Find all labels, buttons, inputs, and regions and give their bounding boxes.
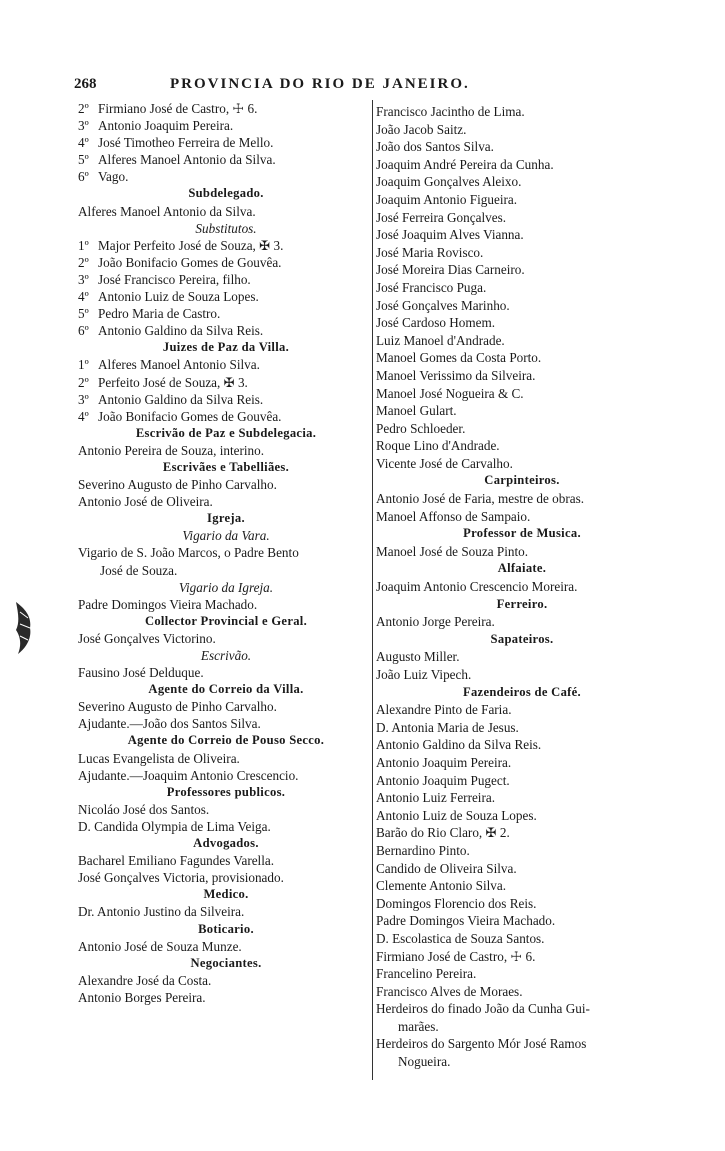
list-item-text: João Bonifacio Gomes de Gouvêa.: [98, 408, 282, 424]
list-ordinal: 4º: [78, 408, 89, 424]
list-item: Barão do Rio Claro, ✠ 2.: [376, 825, 510, 841]
list-item: Clemente Antonio Silva.: [376, 878, 507, 894]
section-heading: Collector Provincial e Geral.: [144, 613, 308, 628]
section-heading: Escrivão de Paz e Subdelegacia.: [135, 425, 317, 440]
section-heading: Professor de Musica.: [463, 526, 581, 541]
margin-ornament-icon: [10, 598, 36, 658]
running-title: PROVINCIA DO RIO DE JANEIRO.: [170, 76, 470, 92]
list-item: Joaquim Gonçalves Aleixo.: [376, 174, 522, 190]
list-item: Antonio Jorge Pereira.: [376, 614, 495, 630]
numbered-list-item: [78, 254, 374, 271]
list-item: Francisco Alves de Moraes.: [376, 983, 523, 999]
list-item: Manoel Verissimo da Silveira.: [376, 367, 536, 383]
numbered-list-item: [78, 134, 374, 151]
list-item: Herdeiros do finado João da Cunha Gui-: [376, 1001, 590, 1017]
advogados-list: [78, 852, 374, 886]
list-item: José Gonçalves Marinho.: [376, 297, 510, 313]
section-heading: Ferreiro.: [496, 596, 548, 611]
section-heading: Medico.: [203, 887, 249, 902]
list-item: João Luiz Vipech.: [376, 667, 472, 682]
numbered-list-item: [78, 391, 374, 408]
section-heading: Alfaiate.: [497, 561, 547, 576]
list-item: José Joaquim Alves Vianna.: [376, 227, 524, 243]
list-item: Antonio José de Oliveira.: [78, 494, 213, 510]
fazendeiros-list: [376, 701, 668, 1000]
numbered-list-item: [78, 237, 374, 254]
negociantes-continued-list: [376, 103, 668, 472]
list-item: Joaquim André Pereira da Cunha.: [376, 156, 554, 172]
list-item-text: Pedro Maria de Castro.: [98, 306, 221, 322]
list-ordinal: 5º: [78, 306, 89, 322]
list-ordinal: 3º: [78, 118, 89, 134]
list-item: Joaquim Antonio Figueira.: [376, 191, 518, 207]
list-item: Bernardino Pinto.: [376, 842, 470, 858]
section-heading: Subdelegado.: [188, 186, 264, 201]
list-item: Antonio Joaquim Pereira.: [376, 754, 512, 770]
list-item: Manoel Affonso de Sampaio.: [376, 508, 531, 524]
list-item-text: Vago.: [98, 169, 129, 185]
list-item: Antonio Galdino da Silva Reis.: [376, 737, 542, 753]
list-item: Manoel Gomes da Costa Porto.: [376, 350, 542, 366]
juizes-list: [78, 356, 374, 424]
negociantes-list: [78, 972, 374, 1006]
list-item: Fausino José Delduque.: [78, 665, 204, 681]
list-item: Antonio Borges Pereira.: [78, 989, 206, 1005]
page-number: 268: [74, 76, 97, 92]
list-item: Antonio Luiz Ferreira.: [376, 790, 496, 806]
right-column: [376, 103, 668, 1071]
list-item: Antonio Pereira de Souza, interino.: [78, 442, 265, 458]
agente-villa-list: [78, 698, 374, 732]
section-heading: Igreja.: [207, 511, 245, 526]
list-ordinal: 2º: [78, 374, 89, 390]
list-item: Ajudante.—Joaquim Antonio Crescencio.: [78, 767, 299, 783]
list-item: José Gonçalves Victoria, provisionado.: [78, 870, 284, 886]
list-item-text: José Francisco Pereira, filho.: [98, 271, 251, 287]
list-item: João dos Santos Silva.: [376, 139, 494, 155]
list-item: Padre Domingos Vieira Machado.: [78, 596, 258, 612]
list-item: Francelino Pereira.: [376, 966, 477, 982]
numbered-list-item: [78, 151, 374, 168]
list-item: Padre Domingos Vieira Machado.: [376, 913, 556, 929]
list-item: Antonio José de Souza Munze.: [78, 938, 242, 954]
list-item: Alexandre José da Costa.: [78, 972, 212, 988]
list-item: Lucas Evangelista de Oliveira.: [78, 750, 240, 766]
list-item: D. Escolastica de Souza Santos.: [376, 930, 545, 946]
list-item: Joaquim Antonio Crescencio Moreira.: [376, 579, 578, 595]
list-item-continuation: José de Souza.: [100, 562, 178, 578]
list-item: José Cardoso Homem.: [376, 315, 496, 331]
numbered-list-item: [78, 100, 374, 117]
numbered-list-item: [78, 117, 374, 134]
list-item: Francisco Jacintho de Lima.: [376, 104, 525, 119]
agente-pouso-list: [78, 750, 374, 784]
officer-list: [78, 100, 374, 185]
escrivaes-list: [78, 476, 374, 510]
numbered-list-item: [78, 322, 374, 339]
list-item: Roque Lino d'Andrade.: [376, 438, 500, 454]
list-item: Candido de Oliveira Silva.: [376, 860, 517, 876]
list-item: Vigario de S. João Marcos, o Padre Bento: [78, 545, 299, 561]
list-item: Luiz Manoel d'Andrade.: [376, 332, 505, 348]
section-heading: Agente do Correio de Pouso Secco.: [127, 733, 325, 748]
list-item: Antonio Joaquim Pugect.: [376, 772, 510, 788]
numbered-list-item: [78, 168, 374, 185]
list-item: Nicoláo José dos Santos.: [78, 801, 210, 817]
list-item: José Ferreira Gonçalves.: [376, 209, 506, 225]
professores-list: [78, 801, 374, 835]
list-item: Manoel José Nogueira & C.: [376, 385, 524, 401]
list-item-text: Antonio Galdino da Silva Reis.: [98, 323, 264, 339]
section-heading: Escrivães e Tabelliães.: [162, 459, 290, 474]
subsection-heading: Vigario da Igreja.: [178, 579, 274, 595]
list-item: Bacharel Emiliano Fagundes Varella.: [78, 853, 275, 869]
list-item: Augusto Miller.: [376, 649, 460, 665]
list-item: José Francisco Puga.: [376, 279, 487, 295]
carpinteiros-list: [376, 490, 668, 525]
list-ordinal: 4º: [78, 135, 89, 151]
list-ordinal: 6º: [78, 169, 89, 185]
section-heading: Boticario.: [198, 921, 254, 936]
list-item-text: Alferes Manoel Antonio Silva.: [98, 357, 260, 373]
subsection-heading: Vigario da Vara.: [182, 528, 270, 544]
list-ordinal: 1º: [78, 357, 89, 373]
left-column: [78, 100, 374, 1006]
sapateiros-list: [376, 648, 668, 683]
list-item-continuation: Nogueira.: [398, 1054, 451, 1070]
section-heading: Sapateiros.: [490, 631, 554, 646]
substitutos-list: [78, 237, 374, 340]
list-item: Herdeiros do Sargento Mór José Ramos: [376, 1036, 587, 1052]
list-item: José Moreira Dias Carneiro.: [376, 262, 525, 278]
section-heading: Professores publicos.: [166, 784, 286, 799]
list-item-text: João Bonifacio Gomes de Gouvêa.: [98, 254, 282, 270]
list-ordinal: 5º: [78, 152, 89, 168]
list-item: Manoel Gulart.: [376, 403, 457, 419]
subsection-heading: Substitutos.: [195, 220, 257, 236]
section-heading: Advogados.: [193, 836, 259, 851]
list-item-text: Major Perfeito José de Souza, ✠ 3.: [98, 237, 284, 253]
list-item-text: Antonio Joaquim Pereira.: [98, 118, 234, 134]
list-item: Pedro Schloeder.: [376, 420, 466, 436]
list-item: Severino Augusto de Pinho Carvalho.: [78, 477, 277, 493]
list-item-text: Antonio Galdino da Silva Reis.: [98, 391, 264, 407]
list-item-text: José Timotheo Ferreira de Mello.: [98, 135, 274, 151]
list-ordinal: 3º: [78, 391, 89, 407]
list-ordinal: 2º: [78, 101, 89, 116]
list-item: Vicente José de Carvalho.: [376, 455, 513, 471]
section-heading: Fazendeiros de Café.: [462, 684, 582, 699]
page-header: [74, 76, 574, 100]
list-item: Alferes Manoel Antonio da Silva.: [78, 203, 256, 219]
numbered-list-item: [78, 408, 374, 425]
list-item-text: Alferes Manoel Antonio da Silva.: [98, 152, 276, 168]
list-item: Alexandre Pinto de Faria.: [376, 702, 512, 718]
section-heading: Negociantes.: [190, 955, 262, 970]
list-item: D. Candida Olympia de Lima Veiga.: [78, 818, 271, 834]
numbered-list-item: [78, 288, 374, 305]
list-item: João Jacob Saitz.: [376, 121, 467, 137]
list-item: Manoel José de Souza Pinto.: [376, 543, 529, 559]
list-ordinal: 6º: [78, 323, 89, 339]
list-item-continuation: marães.: [398, 1018, 439, 1034]
list-item: Antonio Luiz de Souza Lopes.: [376, 807, 537, 823]
numbered-list-item: [78, 374, 374, 391]
section-heading: Agente do Correio da Villa.: [148, 682, 304, 697]
subsection-heading: Escrivão.: [200, 648, 252, 663]
list-ordinal: 3º: [78, 271, 89, 287]
list-item: José Gonçalves Victorino.: [78, 630, 216, 646]
list-item-text: Firmiano José de Castro, ☩ 6.: [98, 101, 258, 116]
numbered-list-item: [78, 271, 374, 288]
list-item: Dr. Antonio Justino da Silveira.: [78, 904, 245, 920]
list-item: José Maria Rovisco.: [376, 244, 484, 260]
list-item: Domingos Florencio dos Reis.: [376, 895, 537, 911]
list-item: Firmiano José de Castro, ☩ 6.: [376, 948, 536, 964]
numbered-list-item: [78, 305, 374, 322]
list-item-text: Antonio Luiz de Souza Lopes.: [98, 289, 259, 305]
numbered-list-item: [78, 356, 374, 373]
list-item: Ajudante.—João dos Santos Silva.: [78, 716, 261, 732]
list-item-text: Perfeito José de Souza, ✠ 3.: [98, 374, 248, 390]
list-ordinal: 4º: [78, 289, 89, 305]
section-heading: Juizes de Paz da Villa.: [162, 340, 290, 355]
list-ordinal: 1º: [78, 237, 89, 253]
list-ordinal: 2º: [78, 254, 89, 270]
list-item: D. Antonia Maria de Jesus.: [376, 719, 519, 735]
list-item: Antonio José de Faria, mestre de obras.: [376, 491, 585, 507]
section-heading: Carpinteiros.: [484, 473, 560, 488]
list-item: Severino Augusto de Pinho Carvalho.: [78, 699, 277, 715]
